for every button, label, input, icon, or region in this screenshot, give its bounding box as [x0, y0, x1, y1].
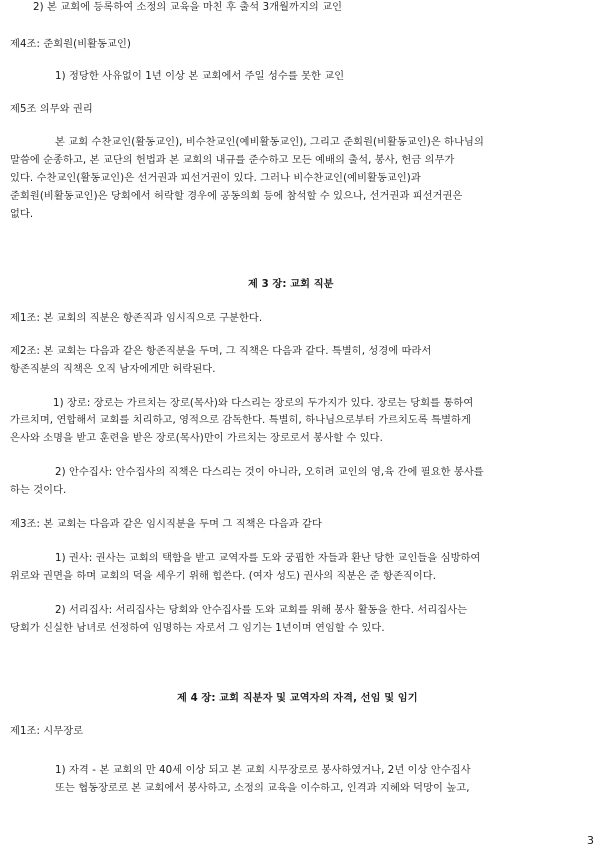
text-line: 제1조: 시무장로 — [10, 726, 84, 737]
text-line: 1) 권사: 권사는 교회의 택함을 받고 교역자를 도와 궁핍한 자들과 환난 당한 교인들을 심방하여 — [55, 553, 481, 564]
text-line: 하는 것이다. — [10, 485, 67, 496]
page-number: 3 — [587, 834, 594, 847]
text-line: 없다. — [10, 209, 34, 220]
chapter-heading: 제 4 장: 교회 직분자 및 교역자의 자격, 선임 및 임기 — [177, 693, 418, 704]
text-line: 항존직분의 직책은 오직 남자에게만 허락된다. — [10, 364, 216, 375]
text-line: 가르치며, 연합해서 교회를 치리하고, 영적으로 감독한다. 특별히, 하나님으로부터 가르치도록 특별하게 — [10, 415, 471, 426]
text-line: 제1조: 본 교회의 직분은 항존직과 임시직으로 구분한다. — [10, 313, 263, 324]
text-line: 본 교회 수찬교인(활동교인), 비수찬교인(예비활동교인), 그리고 준회원(비활동교인)은 하나님의 — [55, 137, 484, 148]
text-line: 말씀에 순종하고, 본 교단의 헌법과 본 교회의 내규를 준수하고 모든 예배의 출석, 봉사, 헌금 의무가 — [10, 155, 455, 166]
text-line: 제4조: 준회원(비활동교인) — [10, 39, 132, 50]
text-line: 제5조 의무와 권리 — [10, 104, 93, 115]
text-line: 있다. 수찬교인(활동교인)은 선거권과 피선거권이 있다. 그러나 비수찬교인(예비활동교인)과 — [10, 173, 421, 184]
text-line: 제3조: 본 교회는 다음과 같은 임시직분을 두며 그 직책은 다음과 같다 — [10, 519, 322, 530]
text-line: 또는 협동장로로 본 교회에서 봉사하고, 소정의 교육을 이수하고, 인격과 지혜와 덕망이 높고, — [55, 783, 470, 794]
text-line: 2) 본 교회에 등록하여 소정의 교육을 마친 후 출석 3개월까지의 교인 — [33, 2, 343, 13]
text-line: 제2조: 본 교회는 다음과 같은 항존직분을 두며, 그 직책은 다음과 같다. 특별히, 성경에 따라서 — [10, 346, 432, 357]
text-line: 1) 자격 - 본 교회의 만 40세 이상 되고 본 교회 시무장로로 봉사하였거나, 2년 이상 안수집사 — [55, 765, 471, 776]
text-line: 준회원(비활동교인)은 당회에서 허락할 경우에 공동의회 등에 참석할 수 있으나, 선거권과 피선거권은 — [10, 191, 463, 202]
text-line: 2) 안수집사: 안수집사의 직책은 다스리는 것이 아니라, 오히려 교인의 영,육 간에 필요한 봉사를 — [55, 467, 484, 478]
text-line: 위로와 권면을 하며 교회의 덕을 세우기 위해 힘쓴다. (여자 성도) 권사의 직분은 준 항존직이다. — [10, 571, 437, 582]
text-line: 1) 장로: 장로는 가르치는 장로(목사)와 다스리는 장로의 두가지가 있다. 장로는 당회를 통하여 — [53, 398, 474, 409]
text-line: 2) 서리집사: 서리집사는 당회와 안수집사를 도와 교회를 위해 봉사 활동을 한다. 서리집사는 — [55, 605, 468, 616]
chapter-heading: 제 3 장: 교회 직분 — [248, 279, 334, 290]
text-line: 1) 정당한 사유없이 1년 이상 본 교회에서 주일 성수를 못한 교인 — [55, 71, 345, 82]
text-line: 당회가 신실한 남녀로 선정하여 임명하는 자로서 그 임기는 1년이며 연임할 수 있다. — [10, 623, 385, 634]
text-line: 은사와 소명을 받고 훈련을 받은 장로(목사)만이 가르치는 장로로서 봉사할 수 있다. — [10, 433, 383, 444]
